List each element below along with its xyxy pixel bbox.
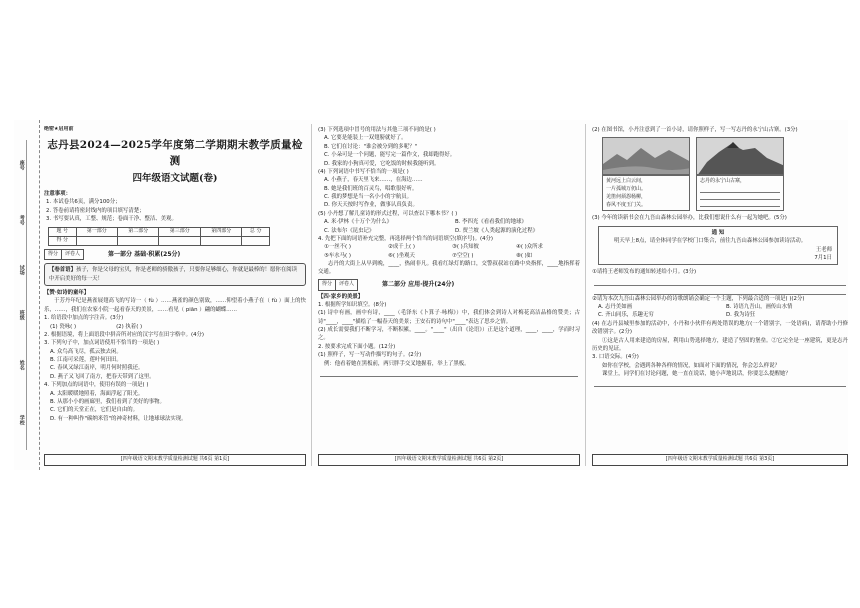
poem-line: 春风不度玉门关。 <box>606 201 647 208</box>
idiom-item[interactable]: ②成千上( ) <box>388 244 415 251</box>
question-5-option[interactable]: D. 我家的小狗真可爱，它吃饭的时候我能听到。 <box>324 160 440 167</box>
reading-passage: 于芳丹年纪是燕雀展翅高飞的写诗一（ fù ）……燕雀的颜色别致，……仰望着小燕子在（ fù ）面上的快乐，……，我们在农家小院一起看春天的美景，……看见（ piān ）翩的蝴蝶…… <box>44 298 306 313</box>
question-8-text: 志丹的大街上从早到晚，____，热闹非凡。我看红绿灯的路口，交警叔叔站在路中央指挥，____地指挥着交通。 <box>318 261 580 276</box>
question-3-option[interactable]: B. 江南可采莲，莲叶何田田。 <box>50 357 122 363</box>
question-8: 4. 先把下面的词语补充完整，再选择两个恰当的词语填空(填序号)。(4分) <box>318 235 494 242</box>
exam-sheet <box>14 120 848 470</box>
page-footer: [四年级语文期末教学质量检测试题 共6页 第3页] <box>592 454 848 466</box>
part1-header-row <box>44 249 306 261</box>
score-header-cell: 总 分 <box>242 227 270 236</box>
question-4: 4. 下列加点的词语中，使用有误的一项是( ) <box>44 382 149 389</box>
binding-label-school: 学校 <box>18 415 25 425</box>
question-7: (5) 小丹想了解儿童诗的形式过程，可以查以下哪本书？( ) <box>318 210 458 217</box>
question-12b-option[interactable]: D. 我为诗狂 <box>726 312 756 319</box>
idiom-item[interactable]: ①一丝不( ) <box>324 244 351 251</box>
banner-text: 孩子，你是父母的宝贝，你是老师的骄傲孩子，只要你足够细心，你就是最棒的！愿你在阅读中开启美好的每一天！ <box>49 267 297 282</box>
question-6-option[interactable]: C. 我的梦想是当一名小小的宇航员。 <box>324 194 413 200</box>
idiom-item[interactable]: ⑧( )如 <box>516 252 533 259</box>
question-14-case: 课堂上，同学们在讨论问题，她一直在说话，她小声地说话，你要怎么提醒她？ <box>602 371 791 377</box>
question-12: (3) 今年的读新书会在九吾山森林公园举办，比我们想说什么有一起为她吧。(5分) <box>592 215 787 222</box>
box-grader-label: 评卷人 <box>65 250 81 257</box>
page-1 <box>44 126 306 466</box>
question-10a: (1) 照样子，写一写动作描写的句子。(2分) <box>318 352 422 359</box>
question-3: 3. 下列句子中，加点词语使用不恰当的一项是( ) <box>44 340 160 347</box>
question-1: 1. 给语段中加点的字注音。(3分) <box>44 315 124 322</box>
question-7-option[interactable]: C. 法布尔《昆虫记》 <box>324 227 375 234</box>
idiom-item[interactable]: ③( )兵知彼 <box>452 244 479 251</box>
question-12b-option[interactable]: A. 志丹美如画 <box>598 304 632 310</box>
score-header-cell: 第二部分 <box>118 227 159 236</box>
question-7-option[interactable]: D. 贾兰坡《人类起源的演化过程》 <box>455 227 539 234</box>
question-5-option[interactable]: C. 小朵可是一个问题，能写完一篇作文，我却跑得好。 <box>324 152 456 159</box>
page-3 <box>592 126 848 466</box>
question-6-option[interactable]: D. 你天天按时写作业，做事认真负责。 <box>324 202 418 209</box>
poem-lead-line: 志丹的永宁山古寨， <box>700 178 746 185</box>
exam-title: 志丹县2024—2025学年度第二学期期末教学质量检测 <box>47 138 303 168</box>
poem-example <box>602 175 690 211</box>
banner-label: 【卷首语】 <box>49 267 76 274</box>
binding-label-class: 班级 <box>18 310 25 320</box>
question-1b[interactable]: (2) 执着( ) <box>116 323 143 330</box>
question-3-option[interactable]: C. 春风又绿江南岸，明月何时照我还。 <box>50 365 144 372</box>
question-14-text: 如你在学校，会遇到各种各样的情况，如面对下面的情况，你会怎么样说？ <box>602 362 780 369</box>
grader-box <box>44 249 84 261</box>
section-title: 【赞·如诗的童年】 <box>44 290 90 296</box>
question-4-option[interactable]: B. 从那小小的画廊里，我们看到了美好的事物。 <box>50 398 165 405</box>
question-12b-option[interactable]: C. 齐山同乐，乐趣无穷 <box>598 312 654 319</box>
question-6-option[interactable]: B. 她是我们班的百灵鸟，唱歌很好听。 <box>324 185 418 192</box>
part2-header-row <box>318 279 580 291</box>
notice-box-date: 7月1日 <box>814 254 832 261</box>
answer-line[interactable] <box>320 368 578 377</box>
notice-item: 3. 书写要认真，工整、规范；卷面干净、整洁、美观。 <box>46 216 177 223</box>
question-6-option[interactable]: A. 小燕子，春天里飞来……，在海边…… <box>324 177 423 184</box>
question-12b-options <box>598 303 848 320</box>
answer-line[interactable] <box>594 277 846 286</box>
poem-line: 黄河远上白云间， <box>606 178 647 185</box>
idiom-item[interactable]: ⑥( )坐观天 <box>388 252 415 259</box>
question-5-option[interactable]: B. 它们在讨论："谁会被分到的多呢？" <box>324 143 417 150</box>
score-cell[interactable] <box>159 236 200 245</box>
question-12b: ②请为本次九吾山森林公园举办的诗歌朗诵会确定一个主题，下列最合适的一项是( )(2分) <box>592 295 805 302</box>
page-footer: [四年级语文期末教学质量检测试题 共6页 第2页] <box>318 454 580 466</box>
question-12b-option[interactable]: B. 诗语九吾山，画传山水情 <box>726 304 793 310</box>
notice-box <box>598 226 838 266</box>
idiom-item[interactable]: ⑦空空( ) <box>452 252 474 259</box>
poem-line: 羌笛何须怨杨柳， <box>606 193 647 200</box>
section-title: 【四·家乡的美景】 <box>318 293 364 300</box>
binding-label-name: 姓名 <box>18 360 25 370</box>
page-2 <box>318 126 580 466</box>
notice-title: 注意事项： <box>44 191 71 197</box>
question-10-example: 例：他看着她在黑板前，两只胖手交叉地握着，举上了黑板。 <box>324 360 470 367</box>
question-5: (3) 下列选项中冒号的用法与其他三项不同的是( ) <box>318 127 436 133</box>
question-13-text: ①这是古人用来建造的房屋，利用山势选择地方，建造了坚固的堡垒。②它完全是一座建筑，更是志丹历史的见证。 <box>592 337 848 352</box>
score-header-cell: 题 号 <box>49 227 77 236</box>
question-4-option[interactable]: D. 有一种叫作"碳纳米管"的神奇材料，让地球球法实现。 <box>50 415 187 422</box>
part2-title: 第二部分 应用·提升(24分) <box>382 280 455 288</box>
page-footer: [四年级语文期末教学质量检测试题 共6页 第1页] <box>44 454 306 466</box>
score-header-cell: 第一部分 <box>76 227 117 236</box>
notice-box-text: 明天早上8点，请全体同学在学校门口集合，前往九吾山森林公园参加读诗活动。 <box>614 238 807 245</box>
box-score-label: 得分 <box>45 250 62 260</box>
question-6: (4) 下列词语中书写不恰当的一项是( ) <box>318 168 409 175</box>
column-divider <box>311 124 312 466</box>
score-cell[interactable] <box>76 236 117 245</box>
binding-label-exam-no: 考号 <box>18 215 25 225</box>
question-7-option[interactable]: A. 米·伊林《十万个为什么》 <box>324 219 393 226</box>
box-score-label: 得分 <box>319 280 336 290</box>
notice-box-signer: 王老师 <box>815 246 832 253</box>
question-13: (4) 在志丹县城里参加的活动中，小丹和小伙伴有两处错误的地方(一个错别字，一处语病)，请帮助小丹修改错别字。(2分) <box>592 320 848 336</box>
poem-answer-lines[interactable] <box>700 186 780 207</box>
question-11: (2) 在图书馆，小丹注意到了一首小诗，请你照样子，写一写志丹的永宁山古寨。(3分) <box>592 127 798 133</box>
idiom-item[interactable]: ⑤车水马( ) <box>324 252 351 259</box>
poem-answer[interactable] <box>696 175 784 211</box>
score-cell[interactable] <box>242 236 270 245</box>
yellow-river-photo <box>602 137 690 175</box>
question-7-options <box>324 218 580 235</box>
answer-line[interactable] <box>594 378 846 387</box>
question-3-option[interactable]: A. 众鸟高飞尽，孤云独去闲。 <box>50 348 122 355</box>
question-1a[interactable]: (1) 瓷咏( ) <box>50 323 77 330</box>
notice-box-title: 通 知 <box>711 229 725 236</box>
score-cell[interactable] <box>200 236 241 245</box>
notice-item: 1. 本试卷共6页，满分100分； <box>46 199 121 206</box>
part1-title: 第一部分 基础·积累(25分) <box>108 250 181 258</box>
score-row-label: 得 分 <box>49 236 77 245</box>
question-7-option[interactable]: B. 李四光《看看我们的地球》 <box>455 219 527 226</box>
binding-label-seat: 座号 <box>18 160 25 170</box>
question-2: 2. 根据语境，将上面语段中拼音所对应的汉字写在田字格中。(4分) <box>44 331 205 338</box>
question-10: 2. 按要求完成下面小题。(12分) <box>318 343 396 350</box>
box-grader-label: 评卷人 <box>339 280 355 287</box>
poem-line: 一片孤城万仞山。 <box>606 186 647 193</box>
column-divider <box>585 124 586 466</box>
poem-row <box>602 175 848 211</box>
answer-line[interactable] <box>594 286 846 295</box>
secret-mark: 绝密★启用前 <box>44 126 74 132</box>
question-1-blanks <box>50 323 306 331</box>
score-header-cell: 第三部分 <box>159 227 200 236</box>
question-9-text: (1) 诗中有画，画中有诗，____（毛泽东《卜算子·咏梅》）中，我们体会到诗人对梅花高洁品格的赞美；古诗"____，____"描绘了一幅春天的美景；王安石的诗句中"____"表达了思乡之情。 <box>318 310 580 325</box>
question-5-option[interactable]: A. 它要是能装上一双翅膀就好了。 <box>324 135 407 142</box>
question-8-words <box>324 243 580 260</box>
grader-box <box>318 279 358 291</box>
score-table <box>48 227 270 246</box>
notice-block <box>44 190 306 224</box>
score-header-cell: 第四部分 <box>200 227 241 236</box>
preface-banner <box>44 263 306 286</box>
photo-row <box>602 137 848 175</box>
question-4-option[interactable]: A. 太阳暖暖地照着，海面浮起了阳光。 <box>50 390 144 397</box>
ancient-fort-photo <box>696 137 784 175</box>
question-3-option[interactable]: D. 燕子又飞回了南方，把春天带到了这里。 <box>50 373 155 380</box>
question-4-option[interactable]: C. 它们的天堂正在，它们是自由的。 <box>50 407 139 414</box>
question-14: 3. 口语交际。(4分) <box>592 354 639 361</box>
binding-label-room: 试场 <box>18 265 25 275</box>
question-9-text-2: (2) 成长需要我们不断学习，不断积累，____。"____"（出自《论语》）正是这个道理，____，____，学而时习之。 <box>318 327 580 342</box>
idiom-item[interactable]: ④( )众所求 <box>516 244 543 251</box>
question-12a: ①请将王老师发布的通知转述给小月。(3分) <box>592 269 697 276</box>
binding-margin <box>14 120 40 470</box>
seal-line <box>26 140 27 450</box>
score-cell[interactable] <box>118 236 159 245</box>
question-9: 1. 根据所学知识填空。(8分) <box>318 301 387 308</box>
notice-item: 2. 答卷前请将密封线内的项目填写清楚； <box>46 207 145 214</box>
exam-subtitle: 四年级语文试题(卷) <box>132 173 218 185</box>
